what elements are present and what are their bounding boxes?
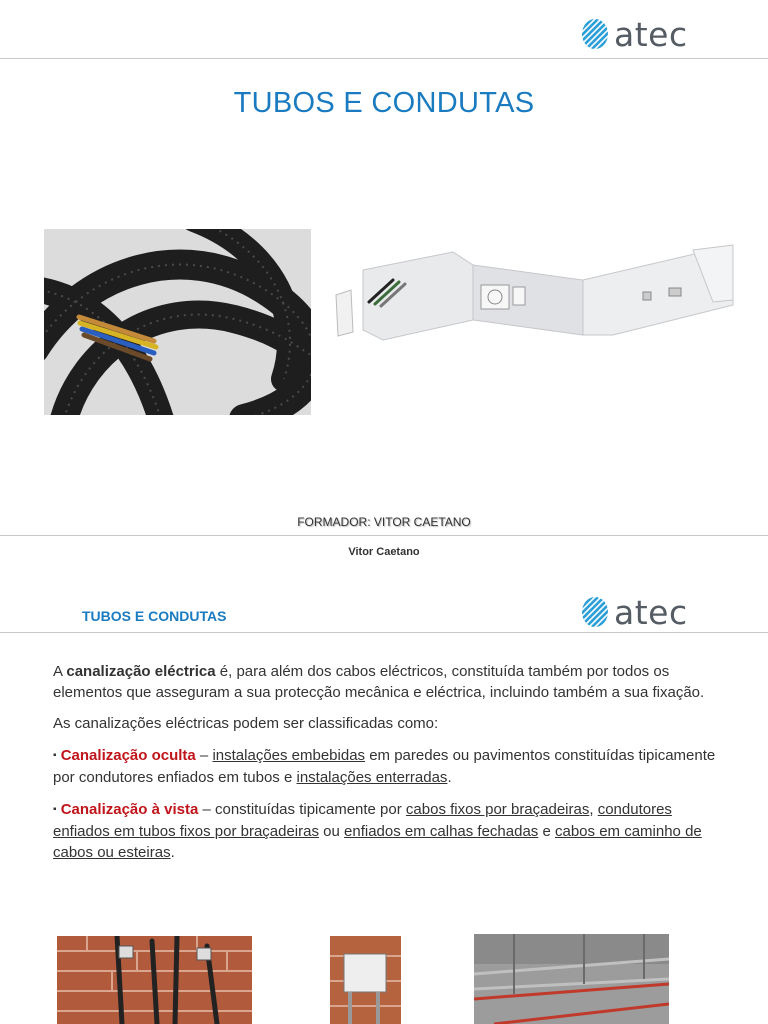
- junction-box-photo: [330, 936, 401, 1024]
- bullet-hidden-wiring: ▪ Canalização oculta – instalações embebidas em paredes ou pavimentos constituídas tipicamente por condutores enfiados em tubos e instalações enterradas.: [53, 746, 716, 786]
- corrugated-conduit-image: [44, 229, 311, 415]
- slide-separator: [0, 535, 768, 536]
- slide-2-header: TUBOS E CONDUTAS: [82, 608, 227, 624]
- atec-logo-text: atec: [614, 592, 688, 632]
- author-name: Vitor Caetano: [348, 546, 420, 558]
- link-buried-installations[interactable]: instalações enterradas: [296, 769, 448, 786]
- atec-logo: [580, 592, 688, 632]
- header-divider: [0, 632, 768, 633]
- trainer-credit: FORMADOR: VITOR CAETANO: [297, 515, 471, 529]
- atec-logo: [580, 14, 688, 54]
- header-divider: [0, 58, 768, 59]
- atec-logo-icon: [580, 17, 610, 51]
- cable-tray-ceiling-photo: [474, 934, 669, 1024]
- link-cable-trays[interactable]: cabos em caminho de cabos ou esteiras: [53, 823, 702, 861]
- cable-trunking-image: [333, 240, 737, 350]
- bullet-icon: ▪: [53, 749, 57, 761]
- bullet-visible-wiring: ▪ Canalização à vista – constituídas tipicamente por cabos fixos por braçadeiras, condutores enfiados em tubos fixos por braçadeiras ou enfiados em calhas fechadas e cabos em caminho de cabos ou esteiras.: [53, 800, 702, 861]
- link-closed-trunking[interactable]: enfiados em calhas fechadas: [344, 823, 539, 840]
- atec-logo-text: atec: [614, 14, 688, 54]
- slide-2: [0, 578, 768, 1024]
- slide-title: TUBOS E CONDUTAS: [233, 87, 535, 119]
- slide-2-body: [53, 662, 728, 874]
- atec-logo-icon: [580, 595, 610, 629]
- classification-paragraph: As canalizações eléctricas podem ser classificadas como:: [53, 715, 439, 732]
- link-conductors-in-fixed-tubes[interactable]: condutores enfiados em tubos fixos por braçadeiras: [53, 800, 672, 840]
- link-clamped-cables[interactable]: cabos fixos por braçadeiras: [405, 800, 590, 818]
- intro-paragraph: A canalização eléctrica é, para além dos cabos eléctricos, constituída também por todos os elementos que asseguram a sua protecção mecânica e eléctrica, incluindo também a sua fixação.: [53, 663, 705, 701]
- bullet-icon: ▪: [53, 803, 57, 815]
- link-embedded-installations[interactable]: instalações embebidas: [212, 746, 366, 764]
- embedded-wiring-photo: [57, 936, 252, 1024]
